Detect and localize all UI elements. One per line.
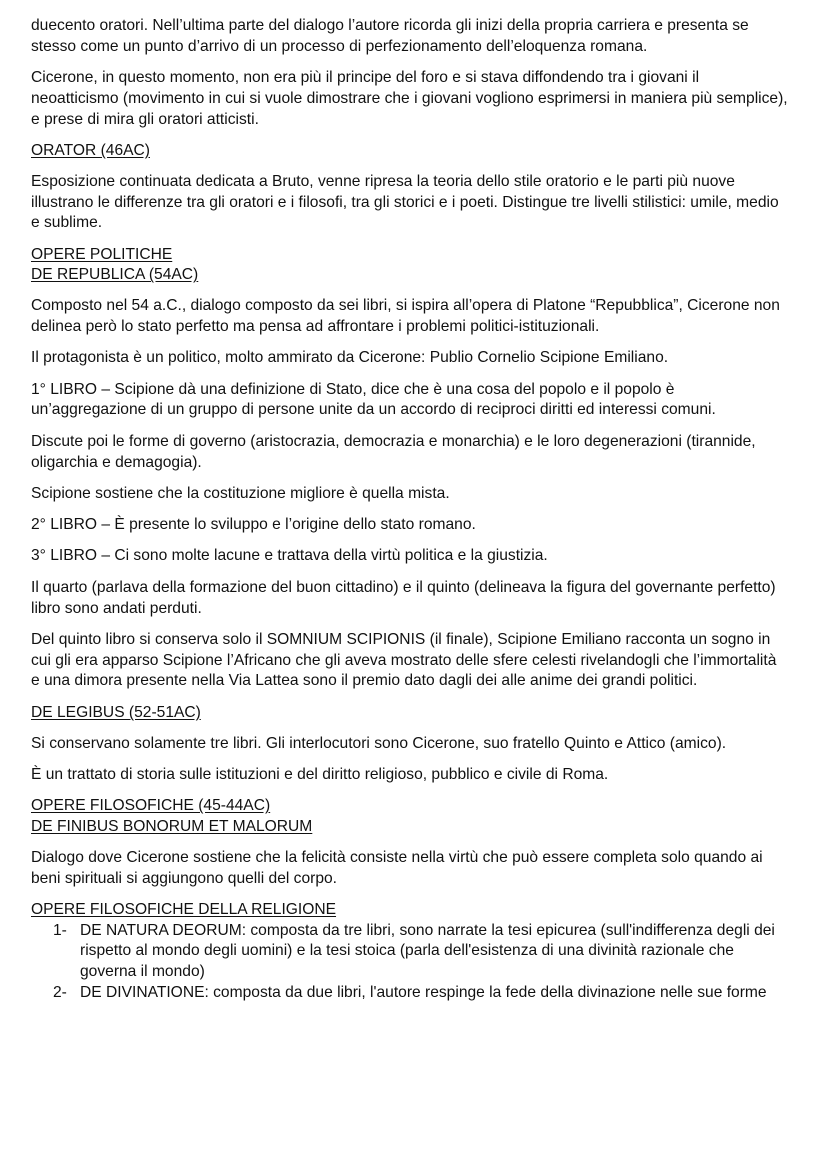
paragraph-forme-governo: Discute poi le forme di governo (aristocrazia, democrazia e monarchia) e le loro degenerazioni (tirannide, oligarchia e demagogia). <box>31 432 756 471</box>
paragraph-trattato: È un trattato di storia sulle istituzioni e del diritto religioso, pubblico e civile di Roma. <box>31 765 609 783</box>
paragraph-de-legibus: Si conservano solamente tre libri. Gli interlocutori sono Cicerone, suo fratello Quinto e Attico (amico). <box>31 734 727 752</box>
list-item-text: DE DIVINATIONE: composta da due libri, l'autore respinge la fede della divinazione nelle sue forme <box>80 983 767 1001</box>
heading-opere-politiche-text: OPERE POLITICHE <box>31 245 173 263</box>
list-item-number: 1- <box>53 921 67 939</box>
heading-orator-text: ORATOR (46AC) <box>31 141 150 159</box>
heading-de-finibus-text: DE FINIBUS BONORUM ET MALORUM <box>31 817 313 835</box>
paragraph-brutus-end: duecento oratori. Nell’ultima parte del dialogo l’autore ricorda gli inizi della propria carriera e presenta se stesso come un punto d’arrivo di un processo di perfezionamento dell’eloquenza romana. <box>31 17 749 55</box>
heading-opere-politiche <box>31 245 788 287</box>
list-item <box>31 921 788 983</box>
paragraph-de-republica: Composto nel 54 a.C., dialogo composto da sei libri, si ispira all’opera di Platone “Repubblica”, Cicerone non delinea però lo stato perfetto ma pensa ad affrontare i problemi politici-istituzionali. <box>31 297 780 336</box>
paragraph-libro-2: 2° LIBRO – È presente lo sviluppo e l’origine dello stato romano. <box>31 516 476 534</box>
paragraph-protagonista: Il protagonista è un politico, molto ammirato da Cicerone: Publio Cornelio Scipione Emiliano. <box>31 349 669 367</box>
paragraph-libri-perduti: Il quarto (parlava della formazione del buon cittadino) e il quinto (delineava la figura del governante perfetto) libro sono andati perduti. <box>31 578 776 617</box>
heading-orator <box>31 141 788 162</box>
heading-opere-filosofiche-text: OPERE FILOSOFICHE (45-44AC) <box>31 797 271 815</box>
paragraph-neoatticismo: Cicerone, in questo momento, non era più il principe del foro e si stava diffondendo tra i giovani il neoatticismo (movimento in cui si vuole dimostrare che i giovani vogliono esprimersi in maniera più semplice), e prese di mira gli oratori atticisti. <box>31 69 788 128</box>
heading-religione <box>31 900 788 921</box>
list-item-number: 2- <box>53 983 67 1001</box>
paragraph-libro-3: 3° LIBRO – Ci sono molte lacune e trattava della virtù politica e la giustizia. <box>31 547 548 565</box>
heading-religione-text: OPERE FILOSOFICHE DELLA RELIGIONE <box>31 900 337 918</box>
list-item-text: DE NATURA DEORUM: composta da tre libri, sono narrate la tesi epicurea (sull'indifferenza degli dei rispetto al mondo degli uomini) e la tesi stoica (parla dell'esistenza di una divinità razionale che governa il mondo) <box>80 921 775 981</box>
religione-list <box>31 921 788 1004</box>
paragraph-costituzione-mista: Scipione sostiene che la costituzione migliore è quella mista. <box>31 484 450 502</box>
list-item <box>31 983 788 1004</box>
paragraph-somnium-scipionis: Del quinto libro si conserva solo il SOMNIUM SCIPIONIS (il finale), Scipione Emiliano racconta un sogno in cui gli era apparso Scipione l’Africano che gli aveva mostrato delle sfere celesti rivelandogli che l’immortalità e una dimora presente nella Via Lattea sono il premio dato dagli dei alle anime dei grandi politici. <box>31 630 777 690</box>
paragraph-libro-1: 1° LIBRO – Scipione dà una definizione di Stato, dice che è una cosa del popolo e il popolo è un’aggregazione di un gruppo di persone unite da un accordo di reciproci diritti ed interessi comuni. <box>31 380 716 419</box>
heading-opere-filosofiche <box>31 796 788 838</box>
heading-de-legibus-text: DE LEGIBUS (52-51AC) <box>31 703 201 721</box>
heading-de-republica-text: DE REPUBLICA (54AC) <box>31 266 199 284</box>
heading-de-legibus <box>31 703 788 724</box>
paragraph-orator: Esposizione continuata dedicata a Bruto, venne ripresa la teoria dello stile oratorio e le parti più nuove illustrano le differenze tra gli oratori e i filosofi, tra gli storici e i poeti. Distingue tre livelli stilistici: umile, medio e sublime. <box>31 172 779 232</box>
paragraph-de-finibus: Dialogo dove Cicerone sostiene che la felicità consiste nella virtù che può essere completa solo quando ai beni spirituali si aggiungono quelli del corpo. <box>31 848 763 887</box>
